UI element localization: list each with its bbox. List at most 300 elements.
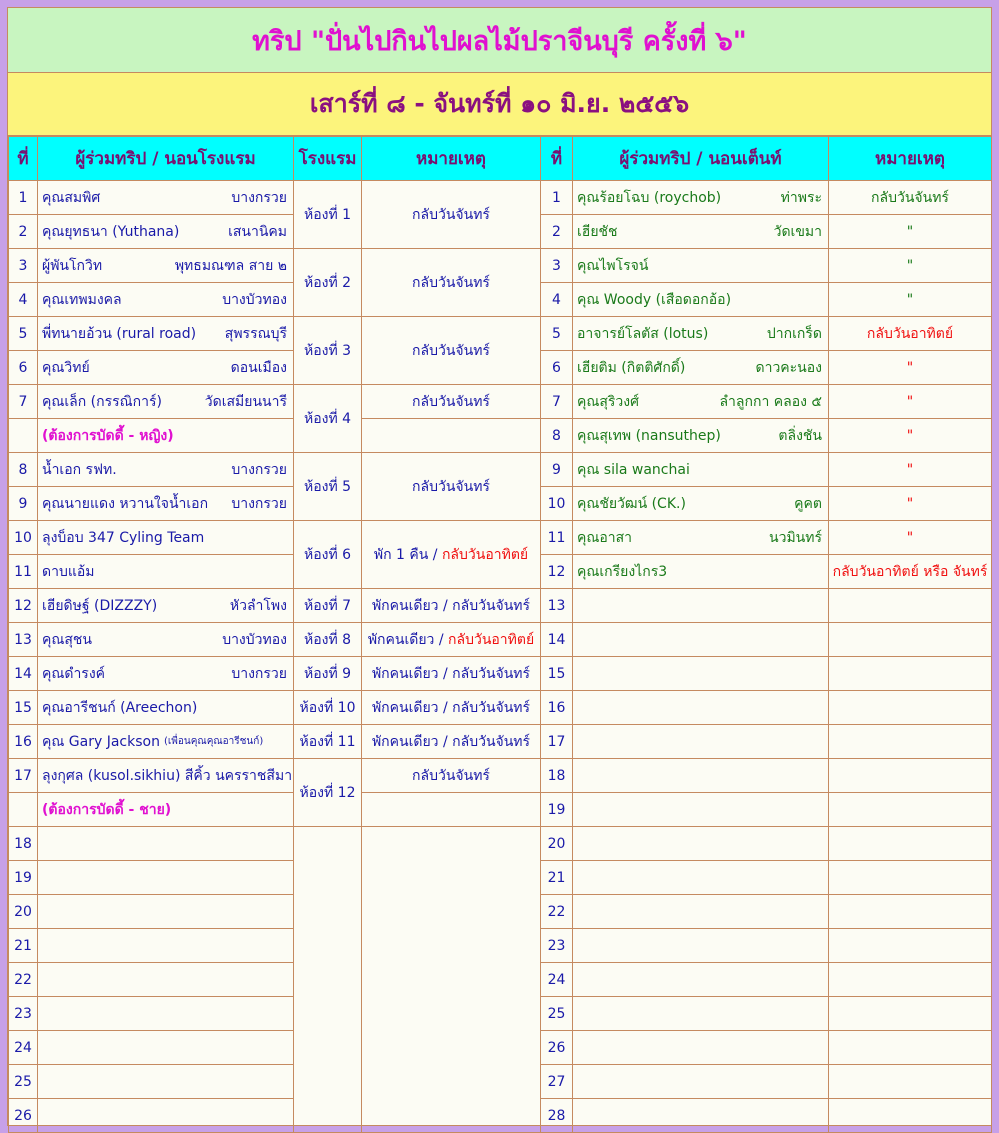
participant-cell <box>38 997 294 1031</box>
row-number: 25 <box>9 1065 38 1099</box>
participant-name: ลุงกุศล (kusol.sikhiu) สีคิ้ว นครราชสีมา <box>42 767 293 784</box>
row-number: 3 <box>541 249 573 283</box>
row-number: 20 <box>9 895 38 929</box>
participant-cell <box>38 1031 294 1065</box>
participant-cell <box>38 181 294 215</box>
note-single: พักคนเดียว / <box>371 699 453 716</box>
tent-note-cell <box>829 249 992 283</box>
room-cell: ห้องที่ 5 <box>294 453 362 521</box>
participant-cell <box>38 555 294 589</box>
participant-line <box>577 255 822 277</box>
participant-name: คุณ Woody (เสือดอกอ้อ) <box>577 291 732 308</box>
note-cell <box>362 827 541 1133</box>
participant-line <box>42 493 287 515</box>
participant-line <box>42 595 287 617</box>
participant-place: ปากเกร็ด <box>766 325 822 342</box>
room-cell: ห้องที่ 10 <box>294 691 362 725</box>
row-number: 11 <box>9 555 38 589</box>
note-cell <box>362 589 541 623</box>
row-number: 23 <box>9 997 38 1031</box>
participant-name: คุณเล็ก (กรรณิการ์) <box>42 393 162 410</box>
tent-note-cell <box>829 589 992 623</box>
room-cell: ห้องที่ 7 <box>294 589 362 623</box>
participant-name: คุณ Gary Jackson <box>42 733 160 750</box>
row-number <box>9 419 38 453</box>
tent-note-cell <box>829 895 992 929</box>
tent-participant-cell <box>573 351 829 385</box>
tent-note: " <box>906 223 914 240</box>
tent-note-cell <box>829 555 992 589</box>
participant-place: วัดเขมา <box>773 223 822 240</box>
table-row <box>9 419 992 453</box>
tent-participant-cell <box>573 691 829 725</box>
participant-cell <box>38 249 294 283</box>
participant-name: คุณร้อยโฉบ (roychob) <box>577 189 722 206</box>
tent-participant-cell <box>573 827 829 861</box>
note-back-monday: กลับวันจันทร์ <box>452 597 531 614</box>
row-number: 20 <box>541 827 573 861</box>
row-number: 12 <box>541 555 573 589</box>
tent-participant-cell <box>573 929 829 963</box>
note-cell: กลับวันจันทร์ <box>362 181 541 249</box>
tent-note: " <box>906 529 914 546</box>
tent-participant-cell <box>573 181 829 215</box>
room-cell: ห้องที่ 2 <box>294 249 362 317</box>
participant-name: คุณ sila wanchai <box>577 461 690 478</box>
tent-note-cell <box>829 827 992 861</box>
tent-participant-cell <box>573 895 829 929</box>
tent-note: " <box>906 427 914 444</box>
row-number: 18 <box>9 827 38 861</box>
participant-name: คุณสมพิศ <box>42 189 101 206</box>
row-number: 1 <box>9 181 38 215</box>
tent-participant-cell <box>573 1099 829 1133</box>
row-number: 19 <box>541 793 573 827</box>
header-note: หมายเหตุ <box>362 137 541 181</box>
participant-cell <box>38 521 294 555</box>
tent-note-cell <box>829 997 992 1031</box>
room-cell: ห้องที่ 12 <box>294 759 362 827</box>
table-row <box>9 521 992 555</box>
participant-line <box>577 527 822 549</box>
participant-name: คุณไพโรจน์ <box>577 257 649 274</box>
row-number: 16 <box>9 725 38 759</box>
tent-note: " <box>906 461 914 478</box>
tent-participant-cell <box>573 759 829 793</box>
tent-note-cell <box>829 963 992 997</box>
participant-name: พี่ทนายอ้วน (rural road) <box>42 325 197 342</box>
row-number: 6 <box>541 351 573 385</box>
participant-cell <box>38 793 294 827</box>
row-number: 10 <box>541 487 573 521</box>
note-back-monday: กลับวันจันทร์ <box>452 733 531 750</box>
note-back-sunday: กลับวันอาทิตย์ <box>441 546 529 563</box>
participant-line <box>42 527 287 549</box>
participant-cell <box>38 283 294 317</box>
participant-place: นวมินทร์ <box>769 529 822 546</box>
tent-participant-cell <box>573 521 829 555</box>
participant-place: บางบัวทอง <box>222 631 287 648</box>
row-number: 2 <box>541 215 573 249</box>
table-header <box>9 137 992 181</box>
participant-cell <box>38 1065 294 1099</box>
tent-note-cell <box>829 351 992 385</box>
tent-participant-cell <box>573 283 829 317</box>
participant-line <box>42 323 287 345</box>
room-cell: ห้องที่ 4 <box>294 385 362 453</box>
participant-name: ผู้พันโกวิท <box>42 257 103 274</box>
participant-place: บางกรวย <box>231 495 287 512</box>
row-number: 17 <box>9 759 38 793</box>
tent-participant-cell <box>573 453 829 487</box>
participant-line <box>577 425 822 447</box>
buddy-request: (ต้องการบัดดี้ - ชาย) <box>42 801 172 818</box>
participant-place: พุทธมณฑล สาย ๒ <box>174 257 287 274</box>
row-number: 1 <box>541 181 573 215</box>
note-back-monday: กลับวันจันทร์ <box>452 699 531 716</box>
table-row <box>9 623 992 657</box>
participant-note: (เพื่อนคุณคุณอารีชนก์) <box>163 735 264 747</box>
row-number: 19 <box>9 861 38 895</box>
note-cell: กลับวันจันทร์ <box>362 759 541 793</box>
tent-note: " <box>906 393 914 410</box>
participant-line <box>42 629 287 651</box>
room-cell: ห้องที่ 11 <box>294 725 362 759</box>
participant-line <box>42 561 287 583</box>
participant-cell <box>38 861 294 895</box>
participant-place: ท่าพระ <box>780 189 822 206</box>
participant-cell <box>38 929 294 963</box>
participant-name: น้ำเอก รฟท. <box>42 461 117 478</box>
participant-line <box>577 459 822 481</box>
row-number: 27 <box>541 1065 573 1099</box>
note-cell <box>362 419 541 453</box>
row-number: 26 <box>9 1099 38 1133</box>
participant-cell <box>38 453 294 487</box>
participant-line <box>42 663 287 685</box>
note-cell: กลับวันจันทร์ <box>362 453 541 521</box>
participant-cell <box>38 351 294 385</box>
room-cell: ห้องที่ 3 <box>294 317 362 385</box>
participant-cell <box>38 487 294 521</box>
note-cell <box>362 623 541 657</box>
participant-name: คุณอาสา <box>577 529 633 546</box>
tent-note: " <box>906 291 914 308</box>
row-number: 21 <box>9 929 38 963</box>
participant-line <box>577 323 822 345</box>
tent-participant-cell <box>573 215 829 249</box>
tent-participant-cell <box>573 317 829 351</box>
row-number: 4 <box>541 283 573 317</box>
participant-cell <box>38 657 294 691</box>
room-cell: ห้องที่ 9 <box>294 657 362 691</box>
room-cell <box>294 827 362 1133</box>
participant-name: คุณวิทย์ <box>42 359 90 376</box>
table-row <box>9 453 992 487</box>
tent-participant-cell <box>573 419 829 453</box>
tent-participant-cell <box>573 793 829 827</box>
row-number: 26 <box>541 1031 573 1065</box>
note-cell <box>362 657 541 691</box>
tent-participant-cell <box>573 657 829 691</box>
participant-cell <box>38 623 294 657</box>
participant-line <box>42 697 287 719</box>
tent-note-cell <box>829 215 992 249</box>
participant-name: ลุงบ็อบ 347 Cyling Team <box>42 529 205 546</box>
tent-note-cell <box>829 1099 992 1133</box>
participant-line <box>577 357 822 379</box>
row-number: 12 <box>9 589 38 623</box>
table-row <box>9 793 992 827</box>
participant-name: คุณดำรงค์ <box>42 665 106 682</box>
row-number: 24 <box>9 1031 38 1065</box>
note-cell: กลับวันจันทร์ <box>362 317 541 385</box>
tent-note-cell <box>829 725 992 759</box>
tent-note-cell <box>829 657 992 691</box>
participant-name: อาจารย์โลตัส (lotus) <box>577 325 709 342</box>
tent-note-cell <box>829 283 992 317</box>
participant-line <box>577 289 822 311</box>
row-number <box>9 793 38 827</box>
tent-participant-cell <box>573 589 829 623</box>
tent-note-cell <box>829 861 992 895</box>
participant-cell <box>38 691 294 725</box>
header-note2: หมายเหตุ <box>829 137 992 181</box>
table-row <box>9 181 992 215</box>
note-cell <box>362 793 541 827</box>
row-number: 22 <box>541 895 573 929</box>
participant-name: คุณสุชน <box>42 631 92 648</box>
participant-line <box>42 765 293 787</box>
tent-participant-cell <box>573 249 829 283</box>
participant-line <box>42 221 287 243</box>
row-number: 13 <box>541 589 573 623</box>
table-row <box>9 827 992 861</box>
participant-line <box>577 493 822 515</box>
row-number: 21 <box>541 861 573 895</box>
participant-name: คุณเกรียงไกร3 <box>577 563 668 580</box>
participant-place: เสนานิคม <box>228 223 287 240</box>
row-number: 14 <box>541 623 573 657</box>
participant-place: วัดเสมียนนารี <box>204 393 287 410</box>
participant-name: ดาบแอ้ม <box>42 563 95 580</box>
participant-cell <box>38 215 294 249</box>
row-number: 10 <box>9 521 38 555</box>
tent-note: กลับวันอาทิตย์ <box>866 325 954 342</box>
row-number: 18 <box>541 759 573 793</box>
row-number: 16 <box>541 691 573 725</box>
row-number: 5 <box>9 317 38 351</box>
row-number: 7 <box>541 385 573 419</box>
participant-place: ดาวคะนอง <box>755 359 822 376</box>
participant-name: เฮียชัช <box>577 223 618 240</box>
row-number: 25 <box>541 997 573 1031</box>
row-number: 4 <box>9 283 38 317</box>
participant-line <box>577 391 822 413</box>
participant-name: เฮียติม (กิตติศักดิ์) <box>577 359 686 376</box>
room-cell: ห้องที่ 8 <box>294 623 362 657</box>
tent-note-cell <box>829 453 992 487</box>
header-no2: ที่ <box>541 137 573 181</box>
note-cell <box>362 725 541 759</box>
note-cell <box>362 691 541 725</box>
participant-cell <box>38 895 294 929</box>
row-number: 2 <box>9 215 38 249</box>
document-frame <box>7 7 992 1126</box>
participant-cell <box>38 963 294 997</box>
participant-cell <box>38 827 294 861</box>
row-number: 13 <box>9 623 38 657</box>
participant-place: คูคต <box>794 495 822 512</box>
tent-note-cell <box>829 623 992 657</box>
participant-line <box>577 187 822 209</box>
participant-line <box>42 459 287 481</box>
participant-place: หัวลำโพง <box>229 597 287 614</box>
participant-cell <box>38 317 294 351</box>
tent-note-cell <box>829 385 992 419</box>
tent-note-cell <box>829 317 992 351</box>
row-number: 6 <box>9 351 38 385</box>
table-row <box>9 317 992 351</box>
participant-line <box>42 731 287 753</box>
table-row <box>9 657 992 691</box>
tent-participant-cell <box>573 555 829 589</box>
note-single: พักคนเดียว / <box>371 733 453 750</box>
participant-cell <box>38 589 294 623</box>
table-row <box>9 589 992 623</box>
room-cell: ห้องที่ 1 <box>294 181 362 249</box>
header-tent-participants: ผู้ร่วมทริป / นอนเต็นท์ <box>573 137 829 181</box>
row-number: 9 <box>9 487 38 521</box>
row-number: 24 <box>541 963 573 997</box>
tent-note: " <box>906 257 914 274</box>
row-number: 3 <box>9 249 38 283</box>
row-number: 15 <box>9 691 38 725</box>
tent-participant-cell <box>573 861 829 895</box>
table-row <box>9 725 992 759</box>
row-number: 22 <box>9 963 38 997</box>
tent-participant-cell <box>573 487 829 521</box>
tent-note: กลับวันจันทร์ <box>871 189 949 206</box>
participant-cell <box>38 385 294 419</box>
tent-note-cell <box>829 1031 992 1065</box>
participant-place: บางกรวย <box>231 189 287 206</box>
note-back-monday: กลับวันจันทร์ <box>452 665 531 682</box>
tent-participant-cell <box>573 997 829 1031</box>
tent-note-cell <box>829 759 992 793</box>
tent-participant-cell <box>573 1031 829 1065</box>
row-number: 5 <box>541 317 573 351</box>
table-row <box>9 759 992 793</box>
tent-note-cell <box>829 691 992 725</box>
note-stay: พัก 1 คืน / <box>373 546 442 563</box>
participant-place: ตลิ่งชัน <box>778 427 822 444</box>
row-number: 8 <box>541 419 573 453</box>
participants-table <box>8 136 992 1133</box>
row-number: 8 <box>9 453 38 487</box>
tent-note-cell <box>829 793 992 827</box>
row-number: 15 <box>541 657 573 691</box>
note-single: พักคนเดียว / <box>367 631 449 648</box>
participant-name: คุณนายแดง หวานใจน้ำเอก <box>42 495 209 512</box>
participant-cell <box>38 759 294 793</box>
participant-name: คุณเทพมงคล <box>42 291 122 308</box>
participant-name: คุณอารีชนก์ (Areechon) <box>42 699 198 716</box>
row-number: 7 <box>9 385 38 419</box>
tent-note-cell <box>829 181 992 215</box>
tent-note-cell <box>829 487 992 521</box>
row-number: 11 <box>541 521 573 555</box>
participant-name: คุณชัยวัฒน์ (CK.) <box>577 495 686 512</box>
tent-note-cell <box>829 1065 992 1099</box>
note-back-sunday: กลับวันอาทิตย์ <box>448 631 535 648</box>
date-range: เสาร์ที่ ๘ - จันทร์ที่ ๑๐ มิ.ย. ๒๕๕๖ <box>8 73 991 136</box>
row-number: 23 <box>541 929 573 963</box>
header-hotel-participants: ผู้ร่วมทริป / นอนโรงแรม <box>38 137 294 181</box>
participant-name: เฮียดิษฐ์ (DIZZZY) <box>42 597 158 614</box>
participant-line <box>42 187 287 209</box>
tent-note-cell <box>829 521 992 555</box>
table-row <box>9 691 992 725</box>
participant-place: สุพรรณบุรี <box>224 325 287 342</box>
row-number: 17 <box>541 725 573 759</box>
participant-line <box>42 391 287 413</box>
tent-participant-cell <box>573 385 829 419</box>
tent-participant-cell <box>573 1065 829 1099</box>
table-row <box>9 249 992 283</box>
tent-note-cell <box>829 929 992 963</box>
tent-participant-cell <box>573 963 829 997</box>
tent-note-cell <box>829 419 992 453</box>
participant-line <box>42 289 287 311</box>
participant-line <box>577 561 822 583</box>
note-single: พักคนเดียว / <box>371 597 453 614</box>
header-no: ที่ <box>9 137 38 181</box>
participant-place: ลำลูกกา คลอง ๕ <box>719 393 822 410</box>
participant-name: คุณสุริวงศ์ <box>577 393 640 410</box>
row-number: 14 <box>9 657 38 691</box>
participant-place: บางกรวย <box>231 461 287 478</box>
note-single: พักคนเดียว / <box>371 665 453 682</box>
participant-place: ดอนเมือง <box>230 359 287 376</box>
participant-place: บางกรวย <box>231 665 287 682</box>
note-cell: กลับวันจันทร์ <box>362 249 541 317</box>
tent-note: กลับวันอาทิตย์ หรือ จันทร์ <box>832 563 988 580</box>
participant-line <box>42 357 287 379</box>
note-cell <box>362 521 541 589</box>
participant-cell <box>38 419 294 453</box>
participant-line <box>577 221 822 243</box>
note-cell: กลับวันจันทร์ <box>362 385 541 419</box>
participant-place: บางบัวทอง <box>222 291 287 308</box>
participant-name: คุณสุเทพ (nansuthep) <box>577 427 721 444</box>
table-row <box>9 385 992 419</box>
tent-note: " <box>906 495 914 512</box>
room-cell: ห้องที่ 6 <box>294 521 362 589</box>
participant-cell <box>38 1099 294 1133</box>
buddy-request: (ต้องการบัดดี้ - หญิง) <box>42 427 174 444</box>
page-title: ทริป "ปั่นไปกินไปผลไม้ปราจีนบุรี ครั้งที่ ๖" <box>8 8 991 73</box>
participant-name: คุณยุทธนา (Yuthana) <box>42 223 180 240</box>
tent-participant-cell <box>573 623 829 657</box>
tent-note: " <box>906 359 914 376</box>
row-number: 9 <box>541 453 573 487</box>
participant-line <box>42 255 287 277</box>
participant-cell <box>38 725 294 759</box>
header-hotel: โรงแรม <box>294 137 362 181</box>
tent-participant-cell <box>573 725 829 759</box>
row-number: 28 <box>541 1099 573 1133</box>
